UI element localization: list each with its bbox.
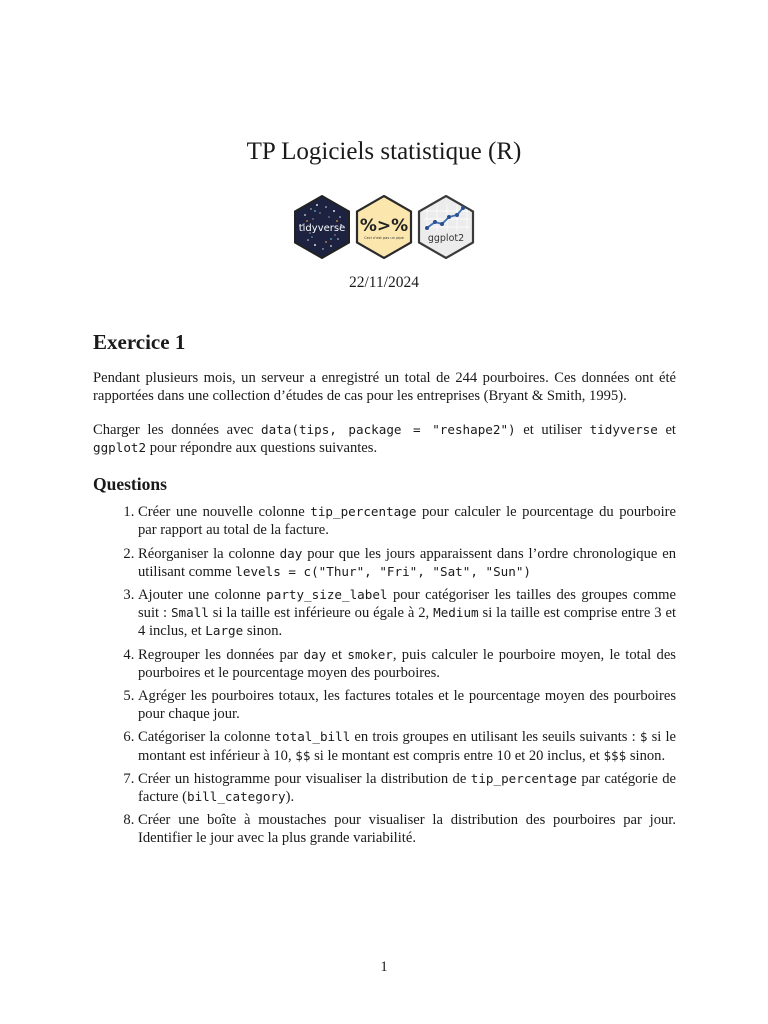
question-text: si la taille est inférieure ou égale à 2, bbox=[208, 605, 434, 622]
inline-code: $ bbox=[639, 729, 648, 745]
question-text: Réorganiser la colonne bbox=[138, 545, 280, 562]
inline-code: bill_category bbox=[187, 789, 286, 805]
inline-code: tidyverse bbox=[589, 421, 658, 437]
magrittr-logo-subtext: Ceci n'est pas un pipe bbox=[364, 236, 404, 240]
question-text: Créer un histogramme pour visualiser la distribution de bbox=[138, 770, 471, 787]
exercise-instructions-paragraph bbox=[93, 421, 676, 457]
question-text: et bbox=[326, 646, 348, 663]
instruction-text: Charger les données avec bbox=[93, 421, 262, 438]
inline-code: day bbox=[279, 545, 303, 561]
main-content bbox=[93, 330, 677, 853]
question-item bbox=[138, 545, 676, 581]
question-text: par catégorie de facture ( bbox=[138, 770, 677, 806]
question-text: pour que les jours apparaissent dans l’ordre chronologique en utilisant comme bbox=[138, 545, 676, 580]
logo-strip bbox=[0, 195, 768, 259]
ggplot2-logo-text: ggplot2 bbox=[427, 233, 465, 244]
exercise-intro-paragraph: Pendant plusieurs mois, un serveur a enregistré un total de 244 pourboires. Ces données ont été rapportées dans une collection d’études de cas pour les entreprises (Bryant & Smith, 1995). bbox=[93, 370, 676, 405]
question-text: si la taille est comprise entre 3 et 4 inclus, et bbox=[138, 605, 676, 640]
instruction-text: et bbox=[657, 421, 676, 438]
question-text: si le montant est compris entre 10 et 20 inclus, et bbox=[310, 747, 604, 764]
question-item bbox=[138, 728, 676, 764]
question-item bbox=[138, 646, 676, 682]
inline-code: data(tips, package = "reshape2") bbox=[261, 421, 516, 437]
question-text: en trois groupes en utilisant les seuils suivants : bbox=[350, 729, 640, 746]
inline-code: $$ bbox=[295, 747, 311, 763]
questions-list bbox=[93, 503, 676, 847]
inline-code: tip_percentage bbox=[310, 504, 417, 520]
document-date: 22/11/2024 bbox=[348, 274, 420, 291]
question-item bbox=[138, 503, 676, 539]
question-text: Créer une boîte à moustaches pour visualiser la distribution des pourboires par jour. Identifier le jour avec la plus grande variabilité. bbox=[138, 812, 676, 847]
question-text: si le montant est inférieur à 10, bbox=[138, 729, 676, 764]
inline-code: $$$ bbox=[603, 747, 627, 763]
question-text: Catégoriser la colonne bbox=[138, 729, 275, 746]
tidyverse-logo bbox=[293, 195, 351, 259]
inline-code: smoker bbox=[347, 646, 393, 662]
instruction-text: pour répondre aux questions suivantes. bbox=[146, 439, 378, 456]
question-text: Agréger les pourboires totaux, les factures totales et le pourcentage moyen des pourboires pour chaque jour. bbox=[138, 688, 676, 723]
question-text: Créer une nouvelle colonne bbox=[138, 504, 311, 521]
document-title: TP Logiciels statistique (R) bbox=[246, 138, 522, 165]
question-item bbox=[138, 770, 676, 806]
inline-code: Small bbox=[170, 605, 209, 621]
question-text: sinon. bbox=[243, 623, 283, 640]
magrittr-logo bbox=[355, 195, 413, 259]
ggplot2-logo bbox=[417, 195, 475, 259]
question-text: Ajouter une colonne bbox=[138, 587, 267, 604]
question-text: pour calculer le pourcentage du pourboire par rapport au total de la facture. bbox=[138, 504, 676, 539]
inline-code: party_size_label bbox=[266, 587, 388, 603]
question-text: Regrouper les données par bbox=[138, 646, 304, 663]
inline-code: day bbox=[303, 646, 327, 662]
question-text: , puis calculer le pourboire moyen, le total des pourboires et le pourcentage moyen des pourboires. bbox=[138, 646, 676, 681]
question-text: sinon. bbox=[626, 747, 666, 764]
inline-code: levels = c("Thur", "Fri", "Sat", "Sun") bbox=[235, 563, 531, 579]
page-number: 1 bbox=[380, 959, 388, 975]
question-item bbox=[138, 586, 676, 641]
inline-code: tip_percentage bbox=[470, 770, 577, 786]
question-text: pour catégoriser les tailles des groupes comme suit : bbox=[138, 587, 677, 622]
inline-code: total_bill bbox=[274, 729, 351, 745]
question-text: ). bbox=[285, 789, 295, 806]
exercise-heading: Exercice 1 bbox=[93, 330, 186, 354]
tidyverse-logo-text: tidyverse bbox=[298, 223, 346, 234]
questions-heading: Questions bbox=[93, 474, 167, 495]
inline-code: ggplot2 bbox=[93, 439, 147, 455]
question-item bbox=[138, 687, 676, 723]
inline-code: Medium bbox=[433, 605, 479, 621]
instruction-text: et utiliser bbox=[515, 421, 590, 438]
magrittr-logo-text: %>% bbox=[359, 216, 409, 236]
inline-code: Large bbox=[205, 623, 244, 639]
question-item bbox=[138, 811, 676, 847]
